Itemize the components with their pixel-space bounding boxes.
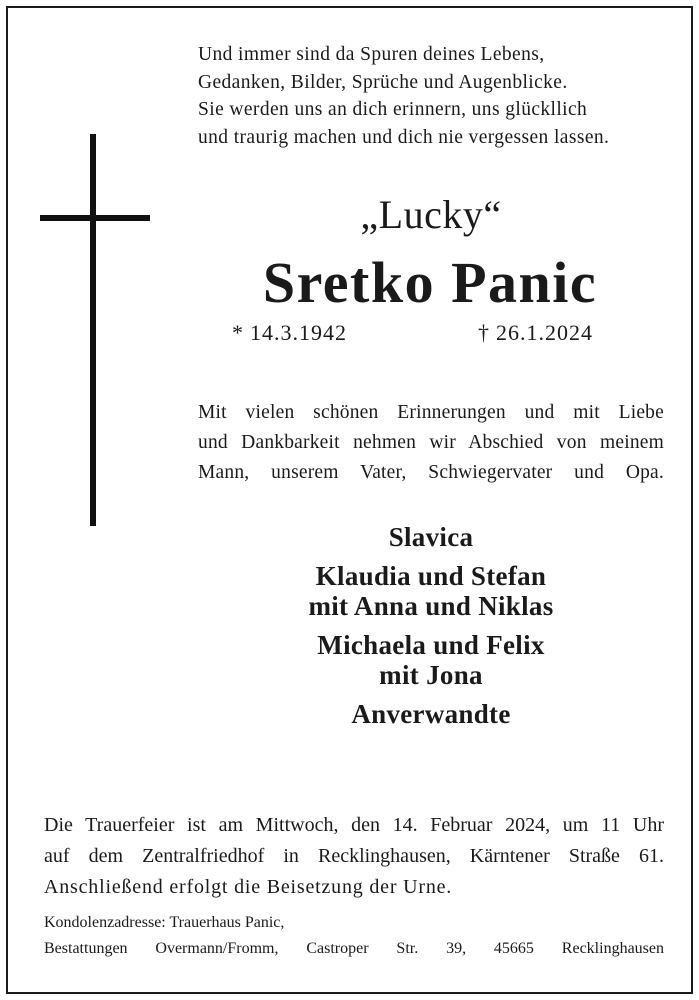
mourner-group (196, 522, 666, 552)
tribute-line: und Dankbarkeit nehmen wir Abschied von meinem (198, 432, 664, 453)
tribute-line: Mit vielen schönen Erinnerungen und mit Liebe (198, 402, 664, 423)
address-line: Bestattungen Overmann/Fromm, Castroper Str. 39, 45665 Recklinghausen (44, 940, 664, 957)
death-date: 26.1.2024 (496, 320, 593, 345)
mourner-group (196, 561, 666, 621)
poem-line: Sie werden uns an dich erinnern, uns glückllich (198, 99, 588, 120)
birth-date-line (232, 318, 347, 348)
funeral-line: Die Trauerfeier ist am Mittwoch, den 14. Februar 2024, um 11 Uhr (44, 814, 664, 836)
cross-icon (90, 134, 96, 526)
address-line: Kondolenzadresse: Trauerhaus Panic, (44, 914, 285, 931)
mourner-name: Slavica (388, 522, 474, 552)
funeral-line: Anschließend erfolgt die Beisetzung der Urne. (44, 876, 453, 898)
condolence-address (44, 910, 664, 962)
mourners-list (196, 522, 666, 738)
death-symbol: † (478, 320, 490, 345)
deceased-nickname: „Lucky“ (360, 192, 502, 237)
birth-date: 14.3.1942 (250, 320, 347, 345)
tribute-text (198, 398, 664, 488)
birth-symbol: * (232, 320, 244, 345)
funeral-line: auf dem Zentralfriedhof in Recklinghausen, Kärntener Straße 61. (44, 845, 664, 867)
mourner-name: mit Jona (379, 660, 483, 690)
poem-line: und traurig machen und dich nie vergessen lassen. (198, 126, 610, 148)
poem-line: Und immer sind da Spuren deines Lebens, (198, 44, 545, 65)
death-date-line (478, 318, 593, 348)
tribute-line: Mann, unserem Vater, Schwiegervater und Opa. (198, 462, 664, 483)
mourner-name: Anverwandte (351, 699, 511, 729)
funeral-details (44, 810, 664, 903)
mourner-name: Klaudia und Stefan (315, 561, 547, 591)
mourner-name: Michaela und Felix (317, 630, 545, 660)
deceased-name: Sretko Panic (262, 250, 598, 315)
poem-line: Gedanken, Bilder, Sprüche und Augenblicke. (198, 71, 568, 93)
memorial-poem (198, 41, 664, 151)
cross-icon-bar (40, 215, 150, 221)
mourner-name: mit Anna und Niklas (308, 591, 554, 621)
mourner-group (196, 699, 666, 729)
mourner-group (196, 630, 666, 690)
